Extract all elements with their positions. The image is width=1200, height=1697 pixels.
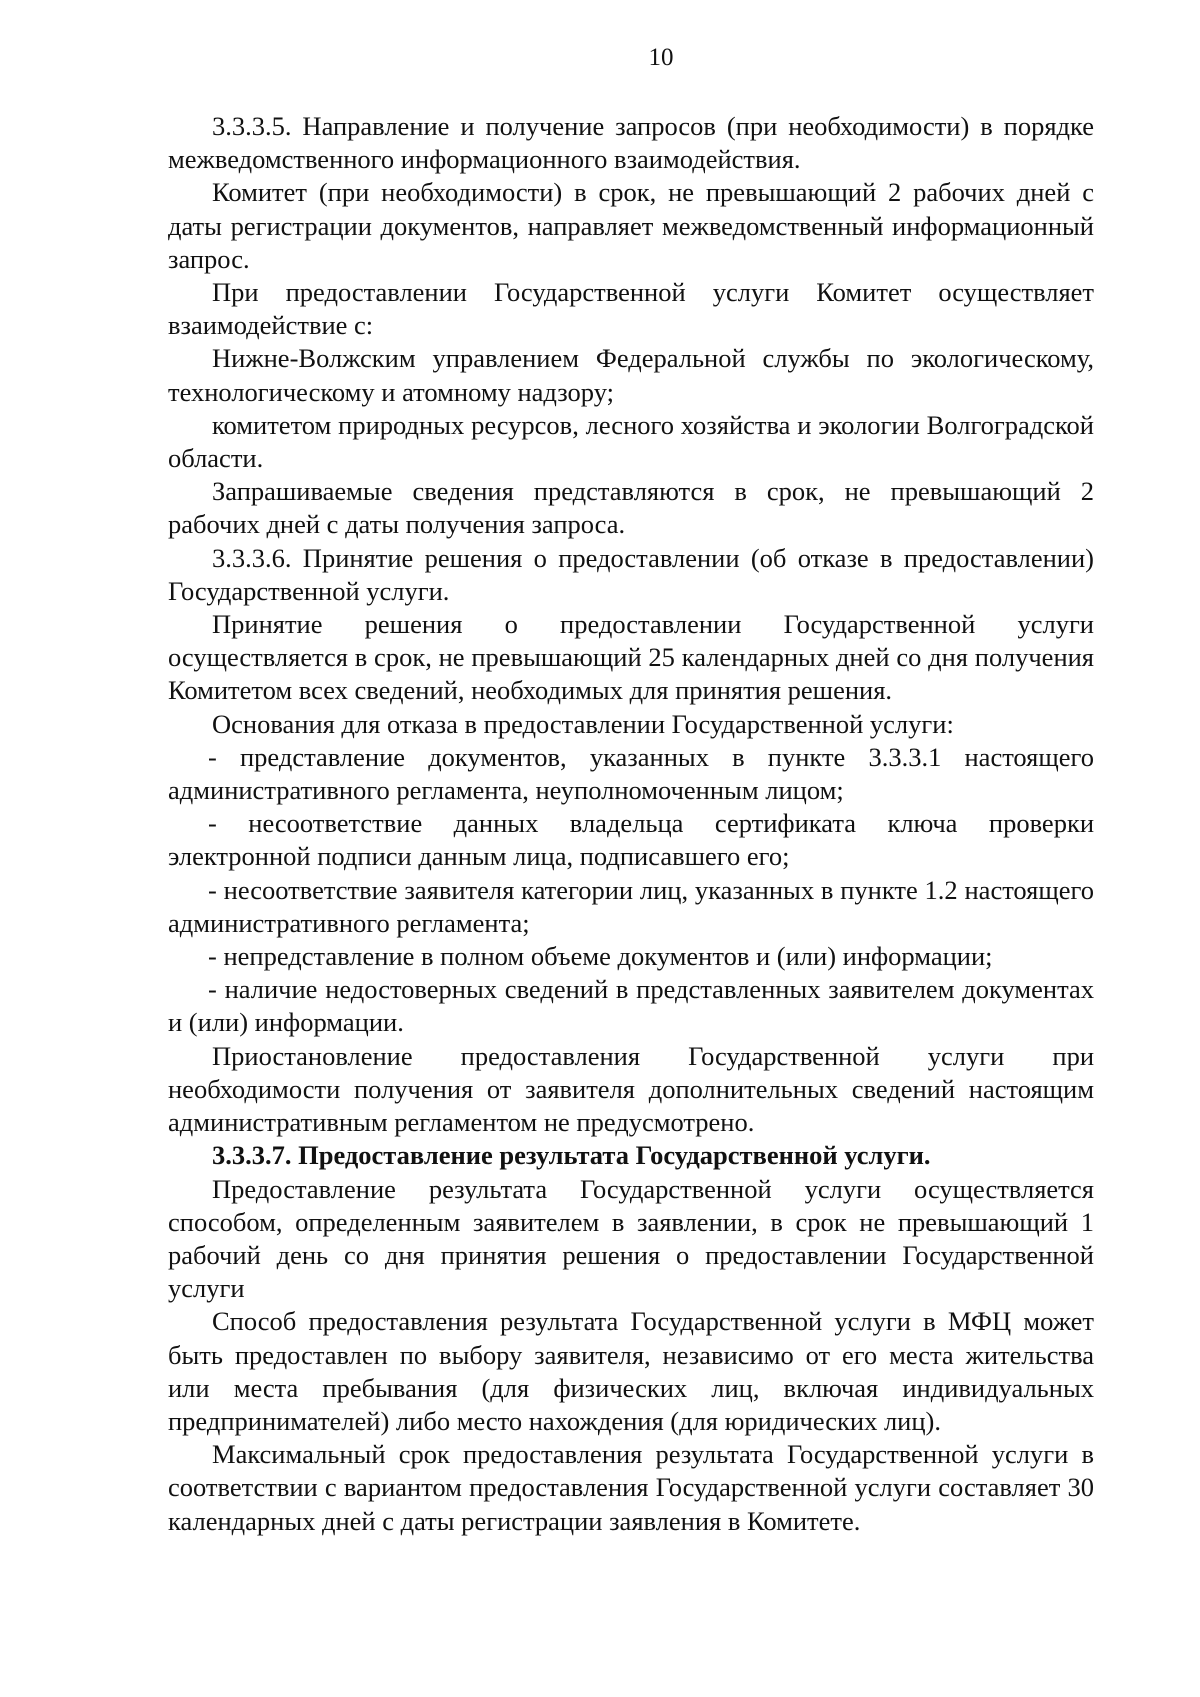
paragraph-result-provision: Предоставление результата Государственной услуги осуществляется способом, определенным заявителем в заявлении, в срок не превышающий 1 рабочий день со дня принятия решения о предоставлении Государственной услуги (168, 1173, 1094, 1304)
paragraph-mfc-method: Способ предоставления результата Государственной услуги в МФЦ может быть предоставлен по выбору заявителя, независимо от его места жительства или места пребывания (для физических лиц, включая индивидуальных предпринимателей) либо место нахождения (для юридических лиц). (168, 1306, 1094, 1436)
document-body (168, 110, 1094, 1538)
list-item-refusal-5: - наличие недостоверных сведений в представленных заявителем документах и (или) информации. (168, 974, 1094, 1038)
paragraph-suspension: Приостановление предоставления Государственной услуги при необходимости получения от заявителя дополнительных сведений настоящим административным регламентом не предусмотрено. (168, 1040, 1094, 1138)
paragraph-3-3-3-5-heading: 3.3.3.5. Направление и получение запросов (при необходимости) в порядке межведомственного информационного взаимодействия. (168, 111, 1094, 175)
list-item-refusal-1: - представление документов, указанных в пункте 3.3.3.1 настоящего административного регламента, неуполномоченным лицом; (168, 741, 1094, 806)
section-heading-3-3-3-7: 3.3.3.7. Предоставление результата Государственной услуги. (212, 1140, 931, 1171)
paragraph-3-3-3-6-heading: 3.3.3.6. Принятие решения о предоставлении (об отказе в предоставлении) Государственной услуги. (168, 542, 1094, 606)
paragraph-interaction-with: При предоставлении Государственной услуги Комитет осуществляет взаимодействие с: (168, 277, 1094, 341)
paragraph-natural-resources-committee: комитетом природных ресурсов, лесного хозяйства и экологии Волгоградской области. (168, 409, 1094, 474)
paragraph-refusal-grounds: Основания для отказа в предоставлении Государственной услуги: (212, 708, 954, 739)
list-item-refusal-2: - несоответствие данных владельца сертификата ключа проверки электронной подписи данным лица, подписавшего его; (168, 808, 1094, 872)
paragraph-rostekhnadzor: Нижне-Волжским управлением Федеральной службы по экологическому, технологическому и атомному надзору; (168, 343, 1094, 407)
paragraph-decision-deadline: Принятие решения о предоставлении Государственной услуги осуществляется в срок, не превышающий 25 календарных дней со дня получения Комитетом всех сведений, необходимых для принятия решения. (168, 609, 1094, 706)
list-item-refusal-3: - несоответствие заявителя категории лиц, указанных в пункте 1.2 настоящего административного регламента; (168, 874, 1094, 938)
list-item-refusal-4: - непредставление в полном объеме документов и (или) информации; (208, 941, 993, 972)
paragraph-request-deadline: Комитет (при необходимости) в срок, не превышающий 2 рабочих дней с даты регистрации документов, направляет межведомственный информационный запрос. (168, 177, 1094, 274)
page-number: 10 (648, 44, 674, 71)
paragraph-requested-info-deadline: Запрашиваемые сведения представляются в срок, не превышающий 2 рабочих дней с даты получения запроса. (168, 476, 1094, 540)
paragraph-maximum-term: Максимальный срок предоставления результата Государственной услуги в соответствии с вариантом предоставления Государственной услуги составляет 30 календарных дней с даты регистрации заявления в Комитете. (168, 1439, 1094, 1536)
